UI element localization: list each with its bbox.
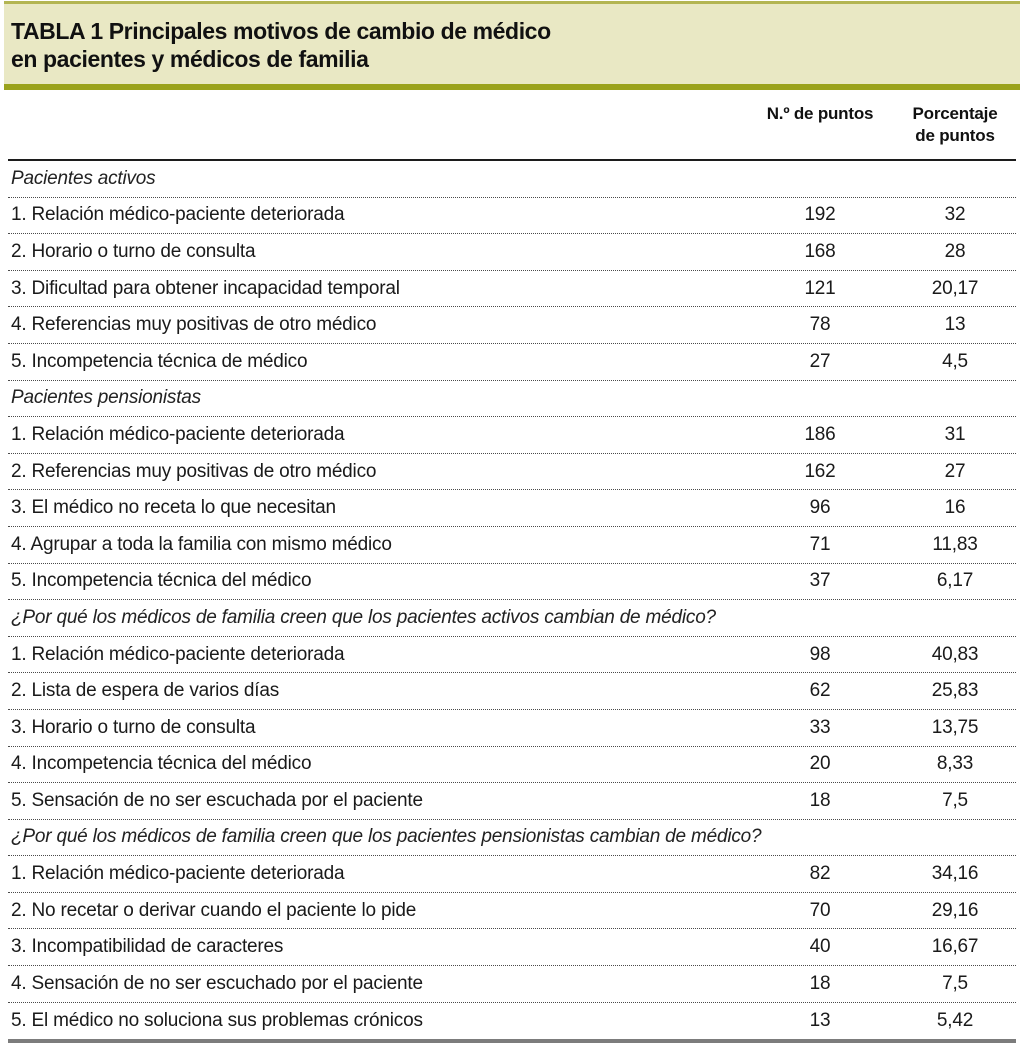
row-label: 2. Referencias muy positivas de otro médico (11, 460, 377, 482)
table-row (8, 271, 1016, 308)
table-title-line-1: TABLA 1 Principales motivos de cambio de médico (11, 18, 551, 44)
table-row (8, 710, 1016, 747)
row-label: 4. Agrupar a toda la familia con mismo médico (11, 533, 392, 555)
column-header-row (8, 90, 1016, 159)
pct-value: 7,5 (942, 972, 968, 994)
table-row (8, 344, 1016, 381)
points-value: 96 (809, 497, 831, 519)
row-label: 3. Dificultad para obtener incapacidad temporal (11, 277, 400, 299)
table-row (8, 783, 1016, 820)
points-value: 98 (809, 643, 831, 665)
table-row (8, 564, 1016, 601)
section-title: ¿Por qué los médicos de familia creen que los pacientes activos cambian de médico? (11, 606, 716, 628)
row-label: 4. Sensación de no ser escuchado por el paciente (11, 972, 423, 994)
section-title: Pacientes pensionistas (11, 387, 201, 409)
pct-value: 31 (944, 423, 966, 445)
table-row (8, 234, 1016, 271)
column-header-percentage (894, 103, 1016, 159)
points-value: 186 (804, 423, 836, 445)
table-row (8, 490, 1016, 527)
pct-value: 29,16 (931, 899, 979, 921)
points-value: 18 (809, 789, 831, 811)
pct-value: 25,83 (931, 680, 979, 702)
table-row (8, 454, 1016, 491)
pct-value: 34,16 (931, 863, 979, 885)
row-label: 1. Relación médico-paciente deteriorada (11, 863, 345, 885)
table-row (8, 893, 1016, 930)
pct-value: 20,17 (931, 277, 979, 299)
row-label: 3. Horario o turno de consulta (11, 716, 256, 738)
points-value: 192 (804, 204, 836, 226)
points-value: 20 (809, 753, 831, 775)
pct-value: 40,83 (931, 643, 979, 665)
row-label: 5. El médico no soluciona sus problemas crónicos (11, 1009, 423, 1031)
row-label: 4. Referencias muy positivas de otro médico (11, 314, 377, 336)
table-header-band (4, 1, 1020, 90)
row-label: 5. Sensación de no ser escuchada por el paciente (11, 789, 423, 811)
row-label: 3. Incompatibilidad de caracteres (11, 936, 284, 958)
pct-value: 7,5 (942, 789, 968, 811)
table-row (8, 1003, 1016, 1040)
column-header-points: N.º de puntos (766, 104, 874, 123)
pct-value: 6,17 (936, 570, 974, 592)
row-label: 5. Incompetencia técnica del médico (11, 570, 312, 592)
column-header-percentage-line-2: de puntos (915, 126, 995, 145)
row-label: 5. Incompetencia técnica de médico (11, 350, 308, 372)
pct-value: 27 (944, 460, 966, 482)
pct-value: 8,33 (936, 753, 974, 775)
table-row (8, 966, 1016, 1003)
pct-value: 13 (944, 314, 966, 336)
pct-value: 4,5 (942, 350, 968, 372)
section-header-row (8, 600, 1016, 637)
points-value: 13 (809, 1009, 831, 1031)
table-row (8, 417, 1016, 454)
row-label: 1. Relación médico-paciente deteriorada (11, 423, 345, 445)
table-row (8, 929, 1016, 966)
column-header-percentage-line-1: Porcentaje (912, 104, 998, 123)
row-label: 4. Incompetencia técnica del médico (11, 753, 312, 775)
section-header-row (8, 820, 1016, 857)
table-title-line-2: en pacientes y médicos de familia (11, 46, 369, 72)
pct-value: 32 (944, 204, 966, 226)
row-label: 1. Relación médico-paciente deteriorada (11, 204, 345, 226)
points-value: 162 (804, 460, 836, 482)
points-value: 78 (809, 314, 831, 336)
points-value: 121 (804, 277, 836, 299)
section-header-row (8, 381, 1016, 418)
points-value: 62 (809, 680, 831, 702)
pct-value: 5,42 (936, 1009, 974, 1031)
pct-value: 11,83 (932, 533, 978, 555)
points-value: 40 (809, 936, 831, 958)
table-body (8, 159, 1016, 1043)
points-value: 168 (804, 240, 836, 262)
pct-value: 28 (944, 240, 966, 262)
section-title: ¿Por qué los médicos de familia creen que los pacientes pensionistas cambian de médico? (11, 826, 762, 848)
row-label: 2. No recetar o derivar cuando el paciente lo pide (11, 899, 417, 921)
table-row (8, 747, 1016, 784)
row-label: 3. El médico no receta lo que necesitan (11, 497, 336, 519)
column-header-spacer (8, 103, 746, 159)
table-row (8, 198, 1016, 235)
points-value: 27 (809, 350, 831, 372)
pct-value: 16,67 (931, 936, 979, 958)
pct-value: 16 (944, 497, 966, 519)
row-label: 2. Horario o turno de consulta (11, 240, 256, 262)
row-label: 1. Relación médico-paciente deteriorada (11, 643, 345, 665)
points-value: 37 (809, 570, 831, 592)
points-value: 71 (809, 533, 831, 555)
points-value: 18 (809, 972, 831, 994)
section-header-row (8, 161, 1016, 198)
points-value: 33 (809, 716, 831, 738)
table-row (8, 307, 1016, 344)
table-row (8, 527, 1016, 564)
table-row (8, 856, 1016, 893)
section-title: Pacientes activos (11, 167, 156, 189)
row-label: 2. Lista de espera de varios días (11, 680, 280, 702)
table-row (8, 673, 1016, 710)
table-row (8, 637, 1016, 674)
points-value: 70 (809, 899, 831, 921)
pct-value: 13,75 (931, 716, 979, 738)
points-value: 82 (809, 863, 831, 885)
